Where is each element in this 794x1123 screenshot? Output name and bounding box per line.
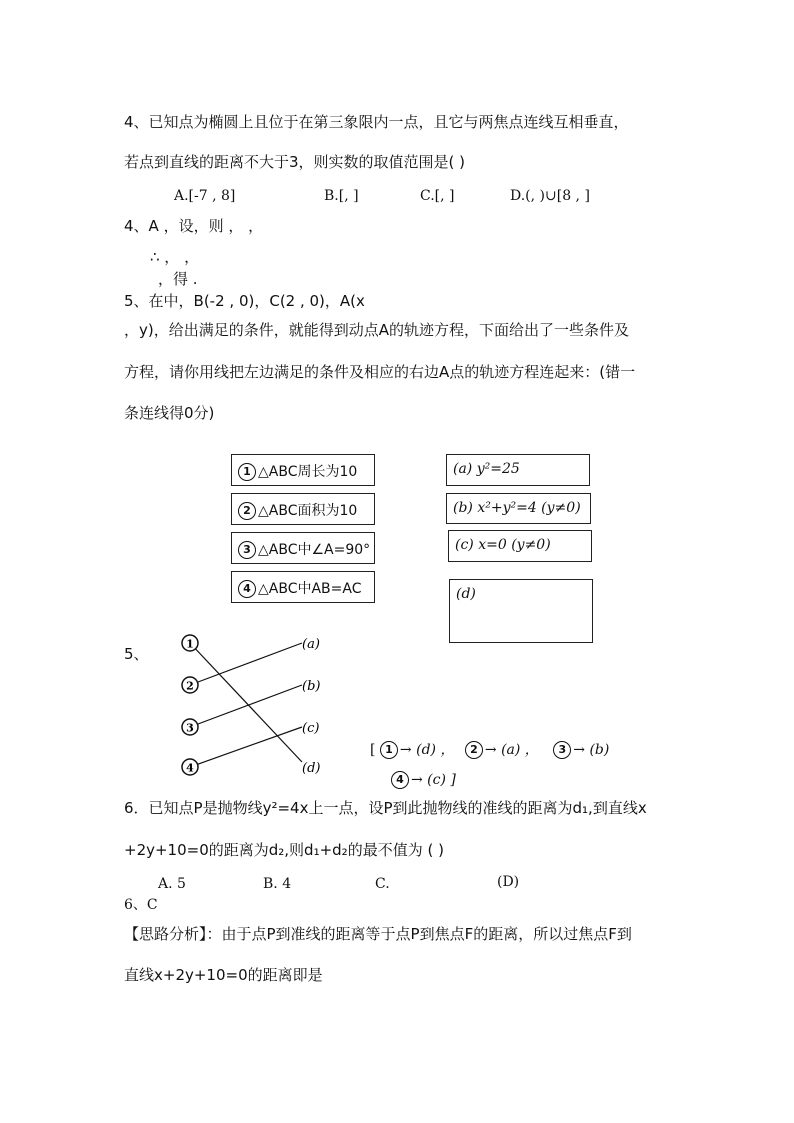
circled-number: 1 [380, 741, 398, 759]
q5-line-4: 条连线得0分) [124, 404, 215, 422]
condition-box-3 [231, 532, 375, 564]
match-line-4-c [190, 727, 302, 767]
circled-number: 1 [238, 463, 256, 481]
a6-line-3: 直线x+2y+10=0的距离即是 [124, 966, 323, 984]
a4-line-1: 4、A ，设，则 ， ， [124, 217, 264, 235]
equation-box-c [448, 530, 592, 562]
answer-3-target: → (b) [573, 742, 610, 758]
equation-box-d [449, 579, 593, 643]
match-line-2-a [190, 643, 302, 685]
right-node-c: (c) [302, 721, 320, 736]
q5-line-2: ，y)，给出满足的条件，就能得到动点A的轨迹方程，下面给出了一些条件及 [124, 321, 629, 339]
equation-text: (b) x²+y²=4 (y≠0) [453, 500, 581, 516]
circled-number: 4 [238, 580, 256, 598]
q4-option-b: B.[, ] [324, 188, 359, 204]
right-node-b: (b) [302, 679, 321, 694]
q5-line-3: 方程，请你用线把左边满足的条件及相应的右边A点的轨迹方程连起来：(错一 [124, 363, 636, 381]
condition-text: △ABC中∠A=90° [258, 542, 371, 558]
q4-line-2: 若点到直线的距离不大于3，则实数的取值范围是( ) [124, 153, 466, 171]
condition-box-2 [231, 493, 375, 525]
matching-diagram [170, 630, 330, 780]
answer-1-target: → (d) ， [399, 742, 455, 758]
answer-2-target: → (a) ， [484, 742, 539, 758]
a6-line-1: 6、C [124, 897, 158, 913]
q5-line-1: 5、在中，B(-2 , 0)，C(2 , 0)，A(x [124, 292, 365, 310]
left-node-3 [182, 719, 198, 735]
node-number: 3 [186, 721, 194, 735]
equation-box-a [446, 454, 590, 486]
match-line-1-d [190, 643, 302, 762]
node-number: 4 [186, 761, 194, 775]
circled-number: 3 [553, 741, 571, 759]
equation-box-b [446, 493, 591, 524]
condition-text: △ABC中AB=AC [258, 581, 362, 597]
condition-box-4 [231, 571, 375, 603]
a5-answer-line-1 [370, 741, 609, 759]
node-number: 1 [186, 637, 194, 651]
equation-text: (c) x=0 (y≠0) [455, 537, 551, 553]
right-node-a: (a) [302, 637, 320, 652]
condition-text: △ABC周长为10 [258, 464, 358, 480]
a5-label: 5、 [124, 645, 149, 663]
circled-number: 2 [465, 741, 483, 759]
q4-option-d: D.(, )∪[8 , ] [510, 188, 590, 204]
equation-text: (a) y²=25 [453, 461, 520, 477]
condition-box-1 [231, 454, 375, 486]
a4-line-3: ，得 . [158, 270, 198, 288]
left-node-2 [182, 677, 198, 693]
a6-line-2: 【思路分析】：由于点P到准线的距离等于点P到焦点F的距离，所以过焦点F到 [124, 925, 632, 943]
left-node-4 [182, 759, 198, 775]
q6-option-c: C. [375, 876, 390, 892]
condition-text: △ABC面积为10 [258, 503, 358, 519]
node-number: 2 [186, 679, 194, 693]
q4-line-1: 4、已知点为椭圆上且位于在第三象限内一点，且它与两焦点连线互相垂直， [124, 113, 629, 131]
q4-option-c: C.[, ] [420, 188, 455, 204]
q6-line-2: +2y+10=0的距离为d₂,则d₁+d₂的最不值为 ( ) [124, 841, 444, 859]
match-line-3-b [190, 685, 302, 727]
equation-text: (d) [456, 586, 476, 602]
a5-answer-line-2 [391, 771, 456, 789]
circled-number: 3 [238, 541, 256, 559]
answer-4-target: → (c) ] [411, 772, 456, 788]
q6-line-1: 6．已知点P是抛物线y²=4x上一点，设P到此抛物线的准线的距离为d₁,到直线x [124, 799, 647, 817]
q6-option-b: B. 4 [263, 876, 292, 892]
circled-number: 4 [391, 771, 409, 789]
circled-number: 2 [238, 502, 256, 520]
right-node-d: (d) [302, 761, 321, 776]
left-node-1 [182, 635, 198, 651]
answer-open-bracket: [ [370, 742, 376, 758]
q4-option-a: A.[-7 , 8] [174, 188, 236, 204]
q6-option-a: A. 5 [158, 876, 186, 892]
a4-line-2: ∴ ， ， [150, 248, 200, 266]
q6-option-d: (D) [497, 874, 520, 890]
